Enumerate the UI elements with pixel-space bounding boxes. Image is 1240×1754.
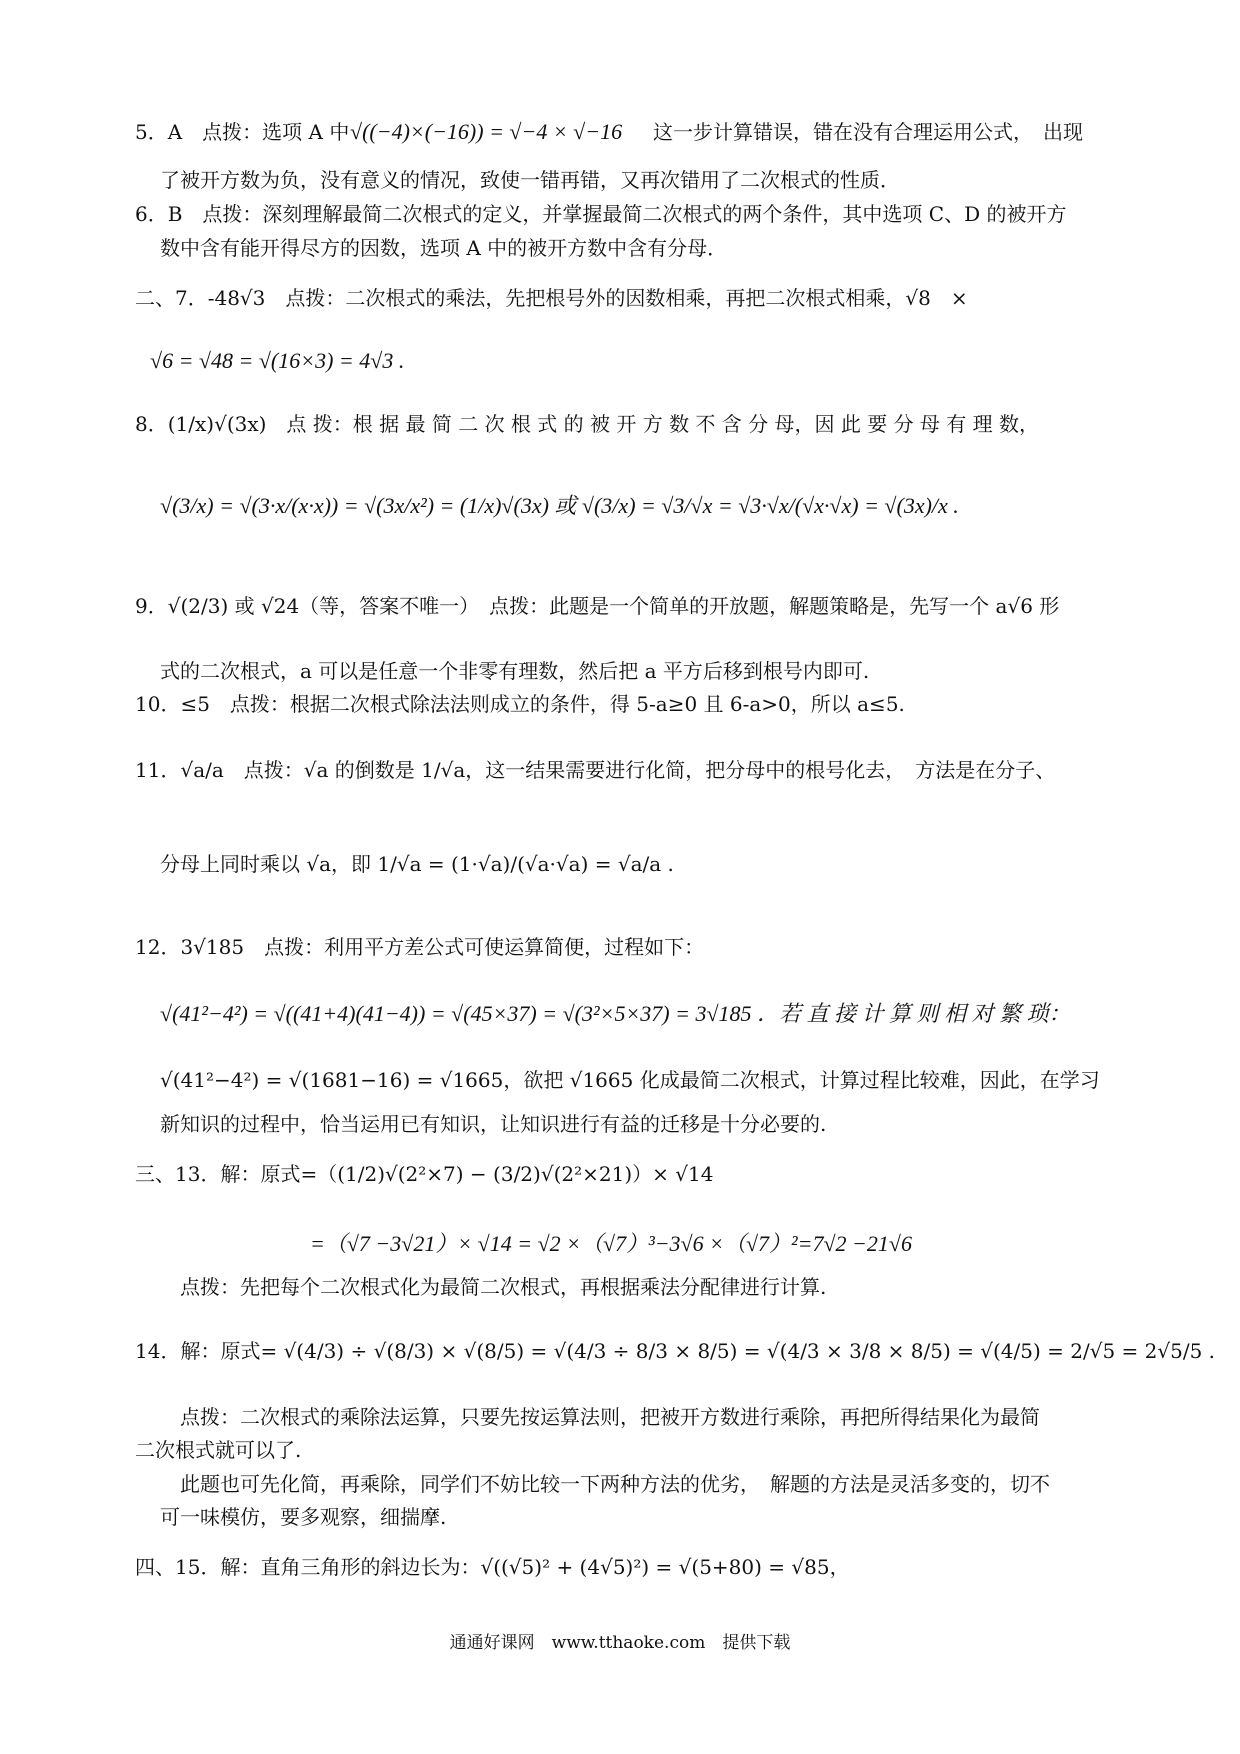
- text-line: 这一步计算错误，错在没有合理运用公式， 出现: [653, 120, 1083, 144]
- formula-line: √(41²−4²) = √((41+4)(41−4)) = √(45×37) = √(3²×5×37) = 3√185 ．若 直 接 计 算 则 相 对 繁 琐：: [160, 1001, 1071, 1026]
- formula-line: √6 = √48 = √(16×3) = 4√3 .: [150, 348, 405, 373]
- text-line: 14．解：原式= √(4/3) ÷ √(8/3) × √(8/5) = √(4/3 ÷ 8/3 × 8/5) = √(4/3 × 3/8 × 8/5) = √(4/5) = 2/√5 = 2√5/5 .: [135, 1339, 1216, 1363]
- text-line: 此题也可先化简，再乘除，同学们不妨比较一下两种方法的优劣， 解题的方法是灵活多变的，切不: [180, 1472, 1050, 1496]
- text-line: 6．B 点拨：深刻理解最简二次根式的定义，并掌握最简二次根式的两个条件，其中选项 C、D 的被开方: [135, 202, 1067, 226]
- text-line: √(41²−4²) = √(1681−16) = √1665，欲把 √1665 化成最简二次根式，计算过程比较难，因此，在学习: [160, 1068, 1100, 1092]
- page-footer: 通通好课网 www.tthaoke.com 提供下载: [449, 1633, 791, 1653]
- text-line: 数中含有能开得尽方的因数，选项 A 中的被开方数中含有分母．: [160, 236, 728, 260]
- text-line: 9．√(2/3) 或 √24（等，答案不唯一） 点拨：此题是一个简单的开放题，解题策略是，先写一个 a√6 形: [135, 594, 1060, 618]
- text-line: 分母上同时乘以 √a，即 1/√a = (1·√a)/(√a·√a) = √a/a .: [160, 852, 674, 876]
- text-line: 四、15．解：直角三角形的斜边长为：√((√5)² + (4√5)²) = √(5+80) = √85，: [135, 1555, 850, 1579]
- text-line: 二次根式就可以了.: [135, 1438, 302, 1462]
- formula-line: √((−4)×(−16)) = √−4 × √−16: [350, 119, 623, 144]
- text-line: 点拨：二次根式的乘除法运算，只要先按运算法则，把被开方数进行乘除，再把所得结果化为最简: [180, 1405, 1040, 1429]
- text-line: 11．√a/a 点拨：√a 的倒数是 1/√a，这一结果需要进行化简，把分母中的根号化去， 方法是在分子、: [135, 758, 1056, 782]
- text-line: 二、7．-48√3 点拨：二次根式的乘法，先把根号外的因数相乘，再把二次根式相乘，√8 ×: [135, 286, 968, 310]
- text-line: 可一味模仿，要多观察，细揣摩.: [160, 1505, 447, 1529]
- formula-line: =（√7 −3√21）× √14 = √2 ×（√7）³−3√6 ×（√7）²=7√2 −21√6: [310, 1231, 912, 1256]
- text-line: 新知识的过程中，恰当运用已有知识，让知识进行有益的迁移是十分必要的.: [160, 1112, 827, 1136]
- text-line: 式的二次根式，a 可以是任意一个非零有理数，然后把 a 平方后移到根号内即可.: [160, 659, 870, 683]
- text-line: 三、13．解：原式=（(1/2)√(2²×7) − (3/2)√(2²×21)）× √14: [135, 1162, 714, 1186]
- text-line: 8．(1/x)√(3x) 点 拨：根 据 最 简 二 次 根 式 的 被 开 方 数 不 含 分 母，因 此 要 分 母 有 理 数，: [135, 412, 1040, 436]
- formula-line: √(3/x) = √(3·x/(x·x)) = √(3x/x²) = (1/x)√(3x) 或 √(3/x) = √3/√x = √3·√x/(√x·√x) = √(3x)/x .: [160, 493, 959, 518]
- text-line: 10．≤5 点拨：根据二次根式除法法则成立的条件，得 5-a≥0 且 6-a>0，所以 a≤5.: [135, 692, 905, 716]
- text-line: 点拨：先把每个二次根式化为最简二次根式，再根据乘法分配律进行计算.: [180, 1275, 827, 1299]
- text-line: 5．A 点拨：选项 A 中: [135, 120, 350, 144]
- text-line: 了被开方数为负，没有意义的情况，致使一错再错，又再次错用了二次根式的性质．: [160, 168, 900, 192]
- text-line: 12．3√185 点拨：利用平方差公式可使运算简便，过程如下：: [135, 935, 705, 959]
